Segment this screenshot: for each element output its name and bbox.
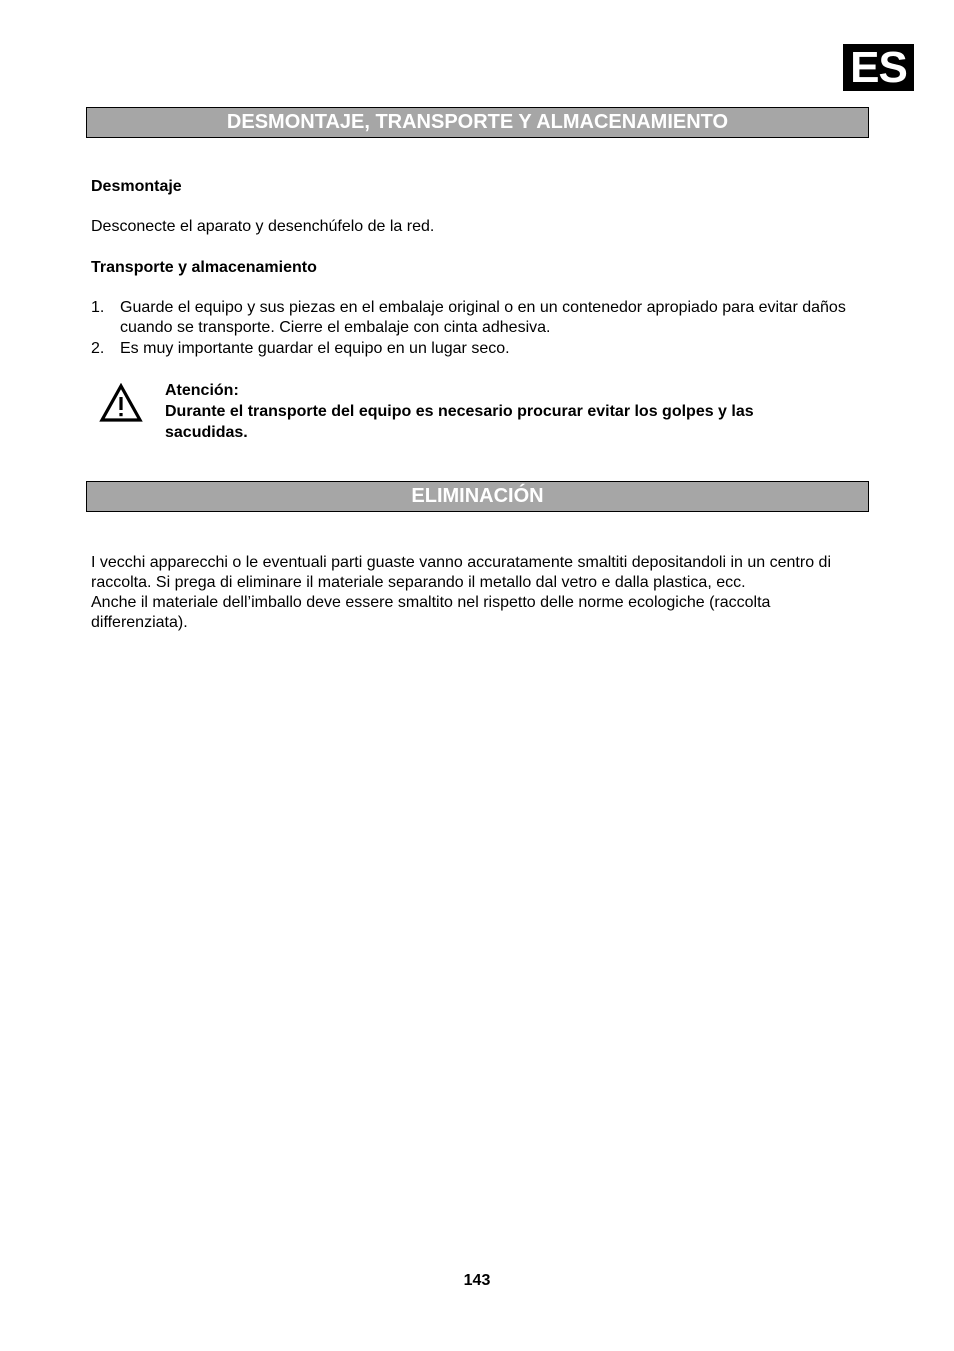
disposal-paragraph-2: Anche il materiale dell’imballo deve essere smaltito nel rispetto delle norme ecologiche (raccolta differenziata). xyxy=(91,594,771,631)
subheading-disassembly: Desmontaje xyxy=(91,178,182,195)
section-title-disassembly: DESMONTAJE, TRANSPORTE Y ALMACENAMIENTO xyxy=(86,107,869,138)
warning-message: Durante el transporte del equipo es necesario procurar evitar los golpes y las sacudidas. xyxy=(165,403,754,441)
warning-triangle-icon xyxy=(99,383,143,423)
subheading-transport-storage: Transporte y almacenamiento xyxy=(91,259,317,276)
disposal-paragraph-1: I vecchi apparecchi o le eventuali parti guaste vanno accuratamente smaltiti depositandoli in un centro di raccolta. Si prega di eliminare il materiale separando il metallo dal vetro e dalla plastica, ecc. xyxy=(91,554,831,591)
warning-notice xyxy=(165,380,815,443)
list-item-text: Guarde el equipo y sus piezas en el embalaje original o en un contenedor apropiado para evitar daños cuando se transporte. Cierre el embalaje con cinta adhesiva. xyxy=(120,299,846,336)
transport-steps-list xyxy=(91,298,851,360)
list-item xyxy=(91,339,851,359)
warning-title: Atención: xyxy=(165,382,239,399)
list-item-number: 2. xyxy=(91,340,105,357)
disposal-text xyxy=(91,553,861,633)
page-number: 143 xyxy=(463,1272,491,1289)
list-item xyxy=(91,298,851,338)
disassembly-text: Desconecte el aparato y desenchúfelo de la red. xyxy=(91,218,435,235)
section-title-disposal: ELIMINACIÓN xyxy=(86,481,869,512)
language-badge: ES xyxy=(843,44,914,91)
list-item-number: 1. xyxy=(91,299,105,316)
list-item-text: Es muy importante guardar el equipo en un lugar seco. xyxy=(120,340,510,357)
